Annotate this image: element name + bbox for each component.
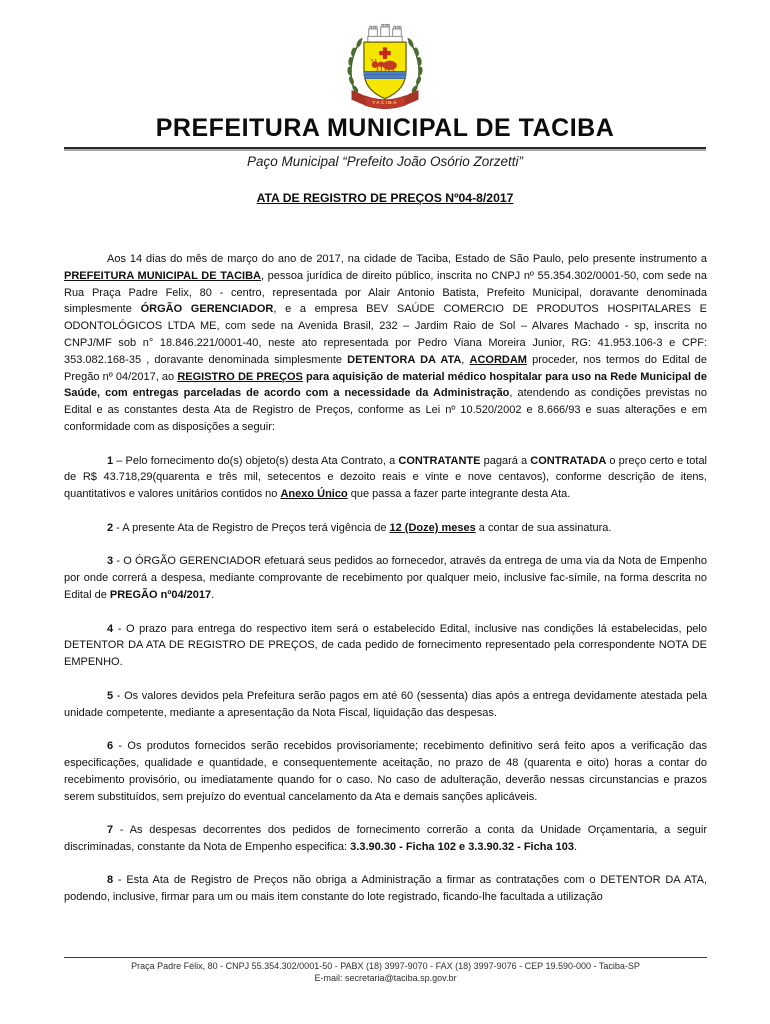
- municipal-crest-icon: [327, 23, 443, 113]
- header-divider: [64, 147, 706, 151]
- document-body: [64, 251, 707, 906]
- paragraph-3: 2 - A presente Ata de Registro de Preços terá vigência de 12 (Doze) meses a contar de sua assinatura.: [107, 521, 612, 534]
- institution-subtitle: Paço Municipal “Prefeito João Osório Zorzetti”: [246, 154, 524, 169]
- footer-address: Praça Padre Félix, 80 - CNPJ 55.354.302/0001-50 - PABX (18) 3997-9070 - FAX (18) 3997-9076 - CEP 19.590-000 - Taciba-SP: [131, 961, 640, 971]
- mural-crown-icon: [368, 24, 402, 43]
- letterhead: [0, 0, 770, 169]
- laurel-branch-left: [347, 38, 364, 99]
- document-title: ATA DE REGISTRO DE PREÇOS Nº04-8/2017: [256, 191, 514, 205]
- ribbon-text: TACIBA: [372, 101, 398, 107]
- paragraph-5: 4 - O prazo para entrega do respectivo item será o estabelecido Edital, inclusive nas condições lá estabelecidas, pelo DETENTOR DA ATA DE REGISTRO DE PREÇOS, de cada pedido de fornecimento representado pela correspondente NOTA DE EMPENHO.: [64, 622, 707, 669]
- laurel-branch-right: [406, 38, 423, 99]
- footer-email: E-mail: secretaria@taciba.sp.gov.br: [314, 972, 457, 983]
- paragraph-4: 3 - O ÓRGÃO GERENCIADOR efetuará seus pedidos ao fornecedor, através da entrega de uma via da Nota de Empenho por onde correrá a despesa, mediante comprovante de recebimento por qualquer meio, inclusive fac-símile, na forma descrita no Edital de PREGÃO nº04/2017.: [64, 555, 707, 601]
- paragraph-8: 7 - As despesas decorrentes dos pedidos de fornecimento correrão a conta da Unidade Orçamentaria, a seguir discriminadas, constante da Nota de Empenho especifica: 3.3.90.30 - Ficha 102 e 3.3.90.32 - Ficha 103.: [64, 824, 707, 853]
- paragraph-2: 1 – Pelo fornecimento do(s) objeto(s) desta Ata Contrato, a CONTRATANTE pagará a CONTRATADA o preço certo e total de R$ 43.718,29(quarenta e três mil, setecentos e dezoito reais e vinte e nove centavos), conforme descrição de itens, quantitativos e valores unitários contidos no Anexo Único que passa a fazer parte integrante desta Ata.: [64, 454, 708, 501]
- paragraph-6: 5 - Os valores devidos pela Prefeitura serão pagos em até 60 (sessenta) dias após a entrega devidamente atestada pela unidade competente, mediante a apresentação da Nota Fiscal, liquidação das despesas.: [64, 689, 707, 719]
- page-footer: [64, 957, 707, 984]
- paragraph-9: 8 - Esta Ata de Registro de Preços não obriga a Administração a firmar as contratações com o DETENTOR DA ATA, podendo, inclusive, firmar para um ou mais item constante do lote registrado, ficando-lhe facultada a utilização: [64, 874, 707, 904]
- institution-name: PREFEITURA MUNICIPAL DE TACIBA: [155, 114, 615, 142]
- paragraph-1: Aos 14 dias do mês de março do ano de 2017, na cidade de Taciba, Estado de São Paulo, pelo presente instrumento a PREFEITURA MUNICIPAL DE TACIBA, pessoa jurídica de direito público, inscrita no CNPJ nº 55.354.302/0001-50, com sede na Rua Praça Padre Felix, 80 - centro, representada por Alair Antonio Batista, Prefeito Municipal, doravante denominada simplesmente ÓRGÃO GERENCIADOR, e a empresa BEV SAÚDE COMERCIO DE PRODUTOS HOSPITALARES E ODONTOLÓGICOS LTDA ME, com sede na Avenida Brasil, 232 – Jardim Raio de Sol – Alvares Machado - sp, inscrita no CNPJ/MF sob n° 18.846.221/0001-40, neste ato representada por Pedro Viana Moreira Junior, RG: 41.953.106-3 e CPF: 353.082.168-35 , doravante denominada simplesmente DETENTORA DA ATA, ACORDAM proceder, nos termos do Edital de Pregão nº 04/2017, ao REGISTRO DE PREÇOS para aquisição de material médico hospitalar para uso na Rede Municipal de Saúde, com entregas parceladas de acordo com a necessidade da Administração, atendendo as condições previstas no Edital e as constantes desta Ata de Registro de Preços, conforme as Lei nº 10.520/2002 e 8.666/93 e suas alterações e em conformidade com as disposições a seguir:: [64, 253, 708, 433]
- paragraph-7: 6 - Os produtos fornecidos serão recebidos provisoriamente; recebimento definitivo será feito apos a verificação das especificações, qualidade e quantidade, e consequentemente aceitação, no prazo de 48 (quarenta e oito) horas a contar do recebimento provisório, ou imediatamente quando for o caso. No caso de adulteração, deverão nessas circunstancias e prazos serem substituídos, sem prejuízo do eventual cancelamento da Ata e demais sanções aplicáveis.: [64, 740, 707, 803]
